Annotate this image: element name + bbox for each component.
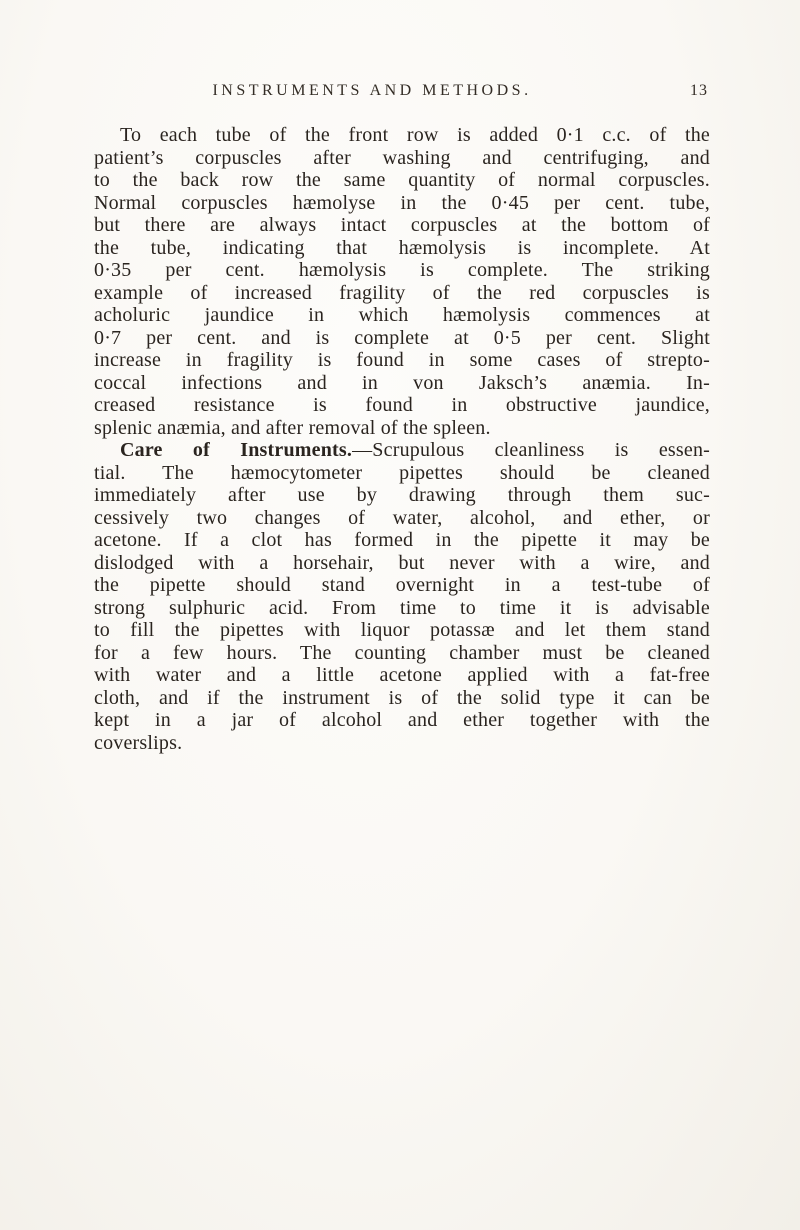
text-line: Normal corpuscles hæmolyse in the 0·45 per cent. tube, — [94, 191, 710, 214]
text-line: immediately after use by drawing through them suc- — [94, 484, 710, 506]
text-line: splenic anæmia, and after removal of the spleen. — [94, 416, 491, 439]
text-line: cessively two changes of water, alcohol, and ether, or — [94, 506, 710, 529]
page-number: 13 — [690, 82, 708, 99]
text-line: To each tube of the front row is added 0·1 c.c. of the — [120, 124, 710, 146]
text-line: patient’s corpuscles after washing and centrifuging, and — [94, 146, 710, 169]
page-body — [94, 124, 710, 754]
text-line: 0·35 per cent. hæmolysis is complete. The striking — [94, 259, 710, 281]
paragraph — [94, 124, 710, 439]
text-line: creased resistance is found in obstructive jaundice, — [94, 394, 710, 416]
text-line: 0·7 per cent. and is complete at 0·5 per cent. Slight — [94, 326, 710, 349]
text-line: but there are always intact corpuscles at the bottom of — [94, 214, 710, 236]
text-line: cloth, and if the instrument is of the solid type it can be — [94, 686, 710, 709]
paragraph — [94, 439, 710, 754]
text-line: kept in a jar of alcohol and ether together with the — [94, 709, 710, 731]
running-head: INSTRUMENTS AND METHODS. — [212, 82, 532, 99]
text-line: for a few hours. The counting chamber must be cleaned — [94, 641, 710, 664]
text-line: the tube, indicating that hæmolysis is incomplete. At — [94, 236, 710, 259]
text-line: dislodged with a horsehair, but never with a wire, and — [94, 551, 710, 574]
text-segment: —Scrupulous cleanliness is essen- — [352, 439, 710, 461]
text-line: increase in fragility is found in some cases of strepto- — [94, 349, 710, 371]
page-header — [94, 82, 710, 106]
text-line: acholuric jaundice in which hæmolysis commences at — [94, 304, 710, 326]
text-line: to fill the pipettes with liquor potassæ and let them stand — [94, 619, 710, 641]
text-line: coccal infections and in von Jaksch’s anæmia. In- — [94, 371, 710, 394]
paragraph-lead-label: Care of Instruments. — [120, 439, 353, 461]
text-line — [94, 439, 710, 462]
text-line: example of increased fragility of the red corpuscles is — [94, 281, 710, 304]
text-line: acetone. If a clot has formed in the pipette it may be — [94, 529, 710, 551]
text-line: to the back row the same quantity of normal corpuscles. — [94, 169, 710, 191]
text-line: strong sulphuric acid. From time to time it is advisable — [94, 596, 710, 619]
text-line: tial. The hæmocytometer pipettes should be cleaned — [94, 461, 710, 484]
text-line: with water and a little acetone applied with a fat-free — [94, 664, 710, 686]
text-line: coverslips. — [94, 731, 183, 754]
text-line: the pipette should stand overnight in a test-tube of — [94, 574, 710, 596]
